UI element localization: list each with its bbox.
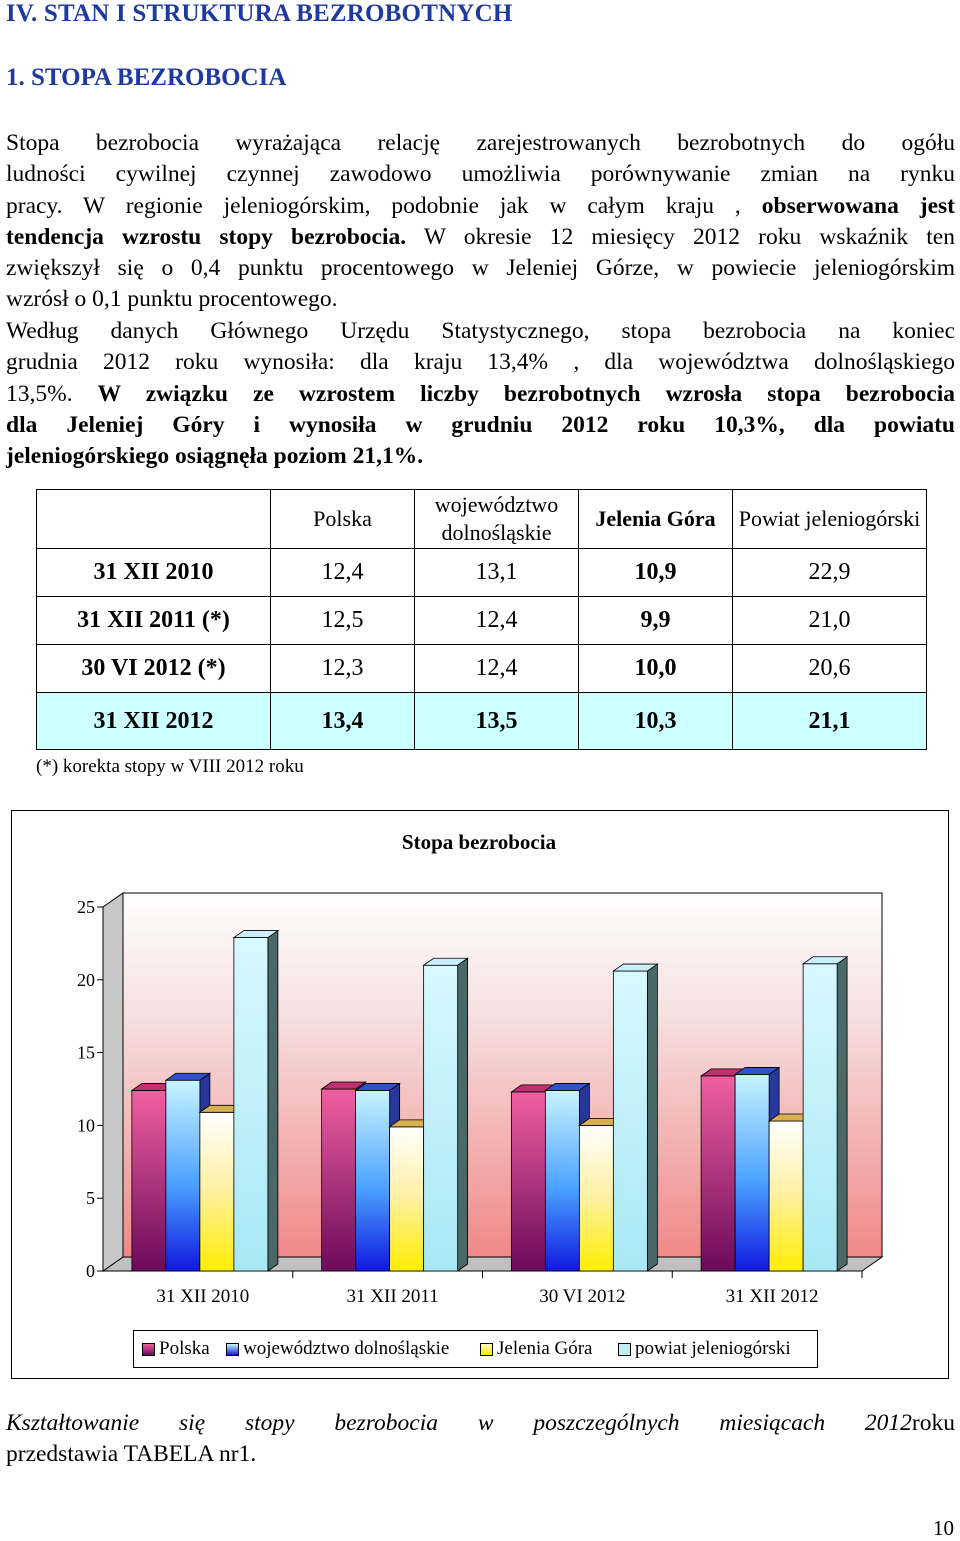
legend-item [142, 1331, 210, 1367]
bar-side [458, 958, 468, 1271]
table-cell: 10,9 [579, 549, 733, 597]
emphasis: W związku ze wzrostem liczby bezrobotnych wzrosła stopa bezrobocia [97, 380, 955, 407]
bar [166, 1080, 200, 1271]
table-cell: 20,6 [733, 645, 927, 693]
bar-side [268, 931, 278, 1271]
paragraph-line: 13,5%. W związku ze wzrostem liczby bezrobotnych wzrosła stopa bezrobocia [6, 380, 955, 407]
table-cell: 12,3 [271, 645, 415, 693]
table-header-cell: Jelenia Góra [579, 490, 733, 549]
bar [735, 1074, 769, 1271]
x-tick-label: 31 XII 2010 [156, 1286, 250, 1307]
table-cell: 13,5 [415, 693, 579, 750]
legend-item [480, 1331, 592, 1367]
table-header-cell: Polska [271, 490, 415, 549]
paragraph-line: grudnia 2012 roku wynosiła: dla kraju 13,4% , dla województwa dolnośląskiego [6, 349, 955, 376]
emphasis: dla Jeleniej Góry i wynosiła w grudniu 2012 roku 10,3%, dla powiatu [6, 411, 955, 438]
bar-side [837, 957, 847, 1271]
table-cell: 12,5 [271, 597, 415, 645]
emphasis: obserwowana jest [761, 192, 955, 219]
y-tick-label: 20 [77, 969, 95, 990]
y-tick-label: 10 [77, 1115, 95, 1136]
caption-line: przedstawia TABELA nr1. [6, 1441, 257, 1467]
table-cell-date: 31 XII 2012 [37, 693, 271, 750]
legend-item [226, 1331, 449, 1367]
table-cell: 12,4 [415, 597, 579, 645]
y-tick-label: 0 [86, 1261, 95, 1281]
table-cell: 21,0 [733, 597, 927, 645]
emphasis: jeleniogórskiego osiągnęła poziom 21,1%. [6, 443, 424, 470]
bar [511, 1092, 545, 1271]
paragraph-line: tendencja wzrostu stopy bezrobocia. W okresie 12 miesięcy 2012 roku wskaźnik ten [6, 223, 955, 250]
paragraph-line: wzrósł o 0,1 punktu procentowego. [6, 286, 338, 313]
chart-title: Stopa bezrobocia [401, 830, 557, 854]
table-cell: 12,4 [271, 549, 415, 597]
subsection-heading: 1. STOPA BEZROBOCIA [6, 64, 287, 91]
table-cell-date: 30 VI 2012 (*) [37, 645, 271, 693]
bar-side [647, 964, 657, 1271]
bar [322, 1089, 356, 1271]
paragraph-line: Stopa bezrobocia wyrażająca relację zarejestrowanych bezrobotnych do ogółu [6, 130, 955, 156]
bar [803, 964, 837, 1271]
table-cell: 10,0 [579, 645, 733, 693]
x-tick-label: 31 XII 2012 [725, 1286, 819, 1307]
emphasis: tendencja wzrostu stopy bezrobocia. [6, 223, 407, 250]
table-cell: 12,4 [415, 645, 579, 693]
paragraph-line: ludności cywilnej czynnej zawodowo umożliwia porównywanie zmian na rynku [6, 161, 955, 188]
caption [6, 1408, 955, 1470]
table-cell: 9,9 [579, 597, 733, 645]
table-cell: 21,1 [733, 693, 927, 750]
paragraph-line: Według danych Głównego Urzędu Statystycznego, stopa bezrobocia na koniec [6, 318, 955, 344]
bar [613, 971, 647, 1271]
y-tick-label: 25 [77, 897, 95, 917]
chart-side-wall [103, 893, 123, 1271]
table-header-cell: Powiat jeleniogórski [733, 490, 927, 549]
bar [579, 1125, 613, 1271]
table-cell: 13,4 [271, 693, 415, 750]
y-tick-label: 15 [77, 1042, 95, 1063]
table-header-cell: województwo dolnośląskie [415, 490, 579, 549]
table-cell-date: 31 XII 2011 (*) [37, 597, 271, 645]
table-cell: 22,9 [733, 549, 927, 597]
legend-swatch [142, 1343, 155, 1356]
bar [424, 965, 458, 1271]
table-cell: 10,3 [579, 693, 733, 750]
table-footnote: (*) korekta stopy w VIII 2012 roku [36, 756, 304, 777]
legend-label: województwo dolnośląskie [243, 1338, 450, 1359]
paragraph-line: zwiększył się o 0,4 punktu procentowego w Jeleniej Górze, w powiecie jeleniogórskim [6, 255, 955, 282]
bar [701, 1076, 735, 1271]
legend-label: powiat jeleniogórski [635, 1338, 791, 1359]
section-heading: IV. STAN I STRUKTURA BEZROBOTNYCH [6, 0, 513, 27]
bar [200, 1112, 234, 1271]
page-number: 10 [933, 1516, 954, 1540]
table-cell: 13,1 [415, 549, 579, 597]
bar [769, 1121, 803, 1271]
table-cell-date: 31 XII 2010 [37, 549, 271, 597]
chart-legend [133, 1330, 818, 1368]
bar [234, 938, 268, 1271]
bar [545, 1090, 579, 1271]
bar [132, 1090, 166, 1271]
caption-line: Kształtowanie się stopy bezrobocia w poszczególnych miesiącach 2012roku [6, 1410, 955, 1436]
x-tick-label: 31 XII 2011 [346, 1286, 439, 1307]
bar [356, 1090, 390, 1271]
y-tick-label: 5 [86, 1188, 95, 1209]
legend-item [618, 1331, 791, 1367]
legend-swatch [618, 1343, 631, 1356]
legend-swatch [226, 1343, 239, 1356]
x-tick-label: 30 VI 2012 [539, 1286, 626, 1307]
paragraph-line: pracy. W regionie jeleniogórskim, podobnie jak w całym kraju , obserwowana jest [6, 192, 955, 219]
legend-label: Polska [159, 1338, 210, 1359]
legend-label: Jelenia Góra [497, 1338, 593, 1359]
legend-swatch [480, 1343, 493, 1356]
bar [390, 1127, 424, 1271]
